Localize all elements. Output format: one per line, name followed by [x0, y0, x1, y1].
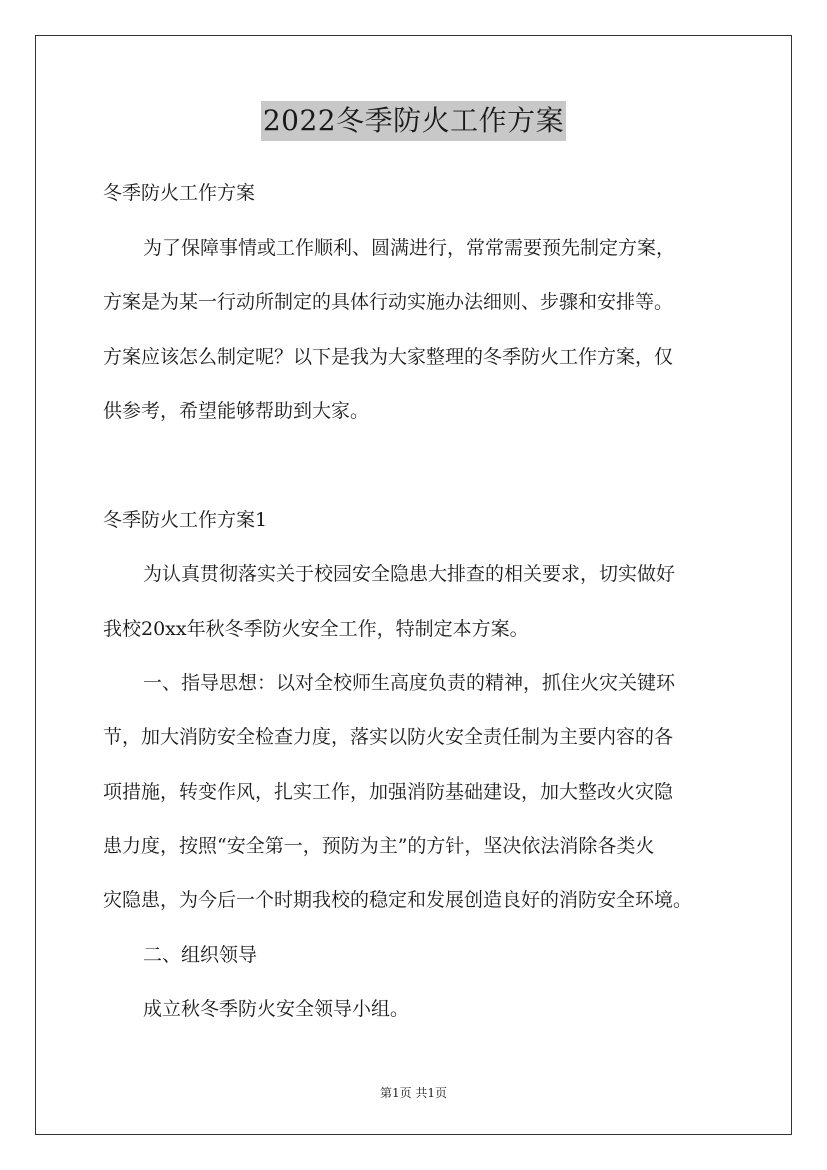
para2-line-4: 患力度，按照“安全第一，预防为主”的方针，坚决依法消除各类火 — [103, 835, 655, 857]
section-heading-organization: 二、组织领导 — [143, 944, 258, 966]
para1-line-2: 我校20xx年秋冬季防火安全工作，特制定本方案。 — [103, 618, 529, 640]
para2-line-1: 一、指导思想：以对全校师生高度负责的精神，抓住火灾关键环 — [143, 672, 676, 694]
para3-line: 成立秋冬季防火安全领导小组。 — [143, 998, 410, 1020]
intro-line-1: 为了保障事情或工作顺利、圆满进行，常常需要预先制定方案， — [143, 237, 676, 259]
para2-line-5: 灾隐患，为今后一个时期我校的稳定和发展创造良好的消防安全环境。 — [103, 889, 693, 911]
intro-line-2: 方案是为某一行动所制定的具体行动实施办法细则、步骤和安排等。 — [103, 291, 674, 313]
para2-line-3: 项措施，转变作风，扎实工作，加强消防基础建设，加大整改火灾隐 — [103, 781, 674, 803]
para1-line-1: 为认真贯彻落实关于校园安全隐患大排查的相关要求，切实做好 — [143, 563, 676, 585]
intro-line-3: 方案应该怎么制定呢？以下是我为大家整理的冬季防火工作方案，仅 — [103, 346, 674, 368]
intro-line-4: 供参考，希望能够帮助到大家。 — [103, 400, 370, 422]
para2-line-2: 节，加大消防安全检查力度，落实以防火安全责任制为主要内容的各 — [103, 726, 674, 748]
page-footer: 第1页 共1页 — [379, 1086, 448, 1100]
document-title: 2022冬季防火工作方案 — [261, 101, 566, 141]
title-wrap — [0, 101, 827, 141]
plan-1-heading: 冬季防火工作方案1 — [103, 509, 268, 531]
section-subtitle: 冬季防火工作方案 — [103, 182, 256, 204]
